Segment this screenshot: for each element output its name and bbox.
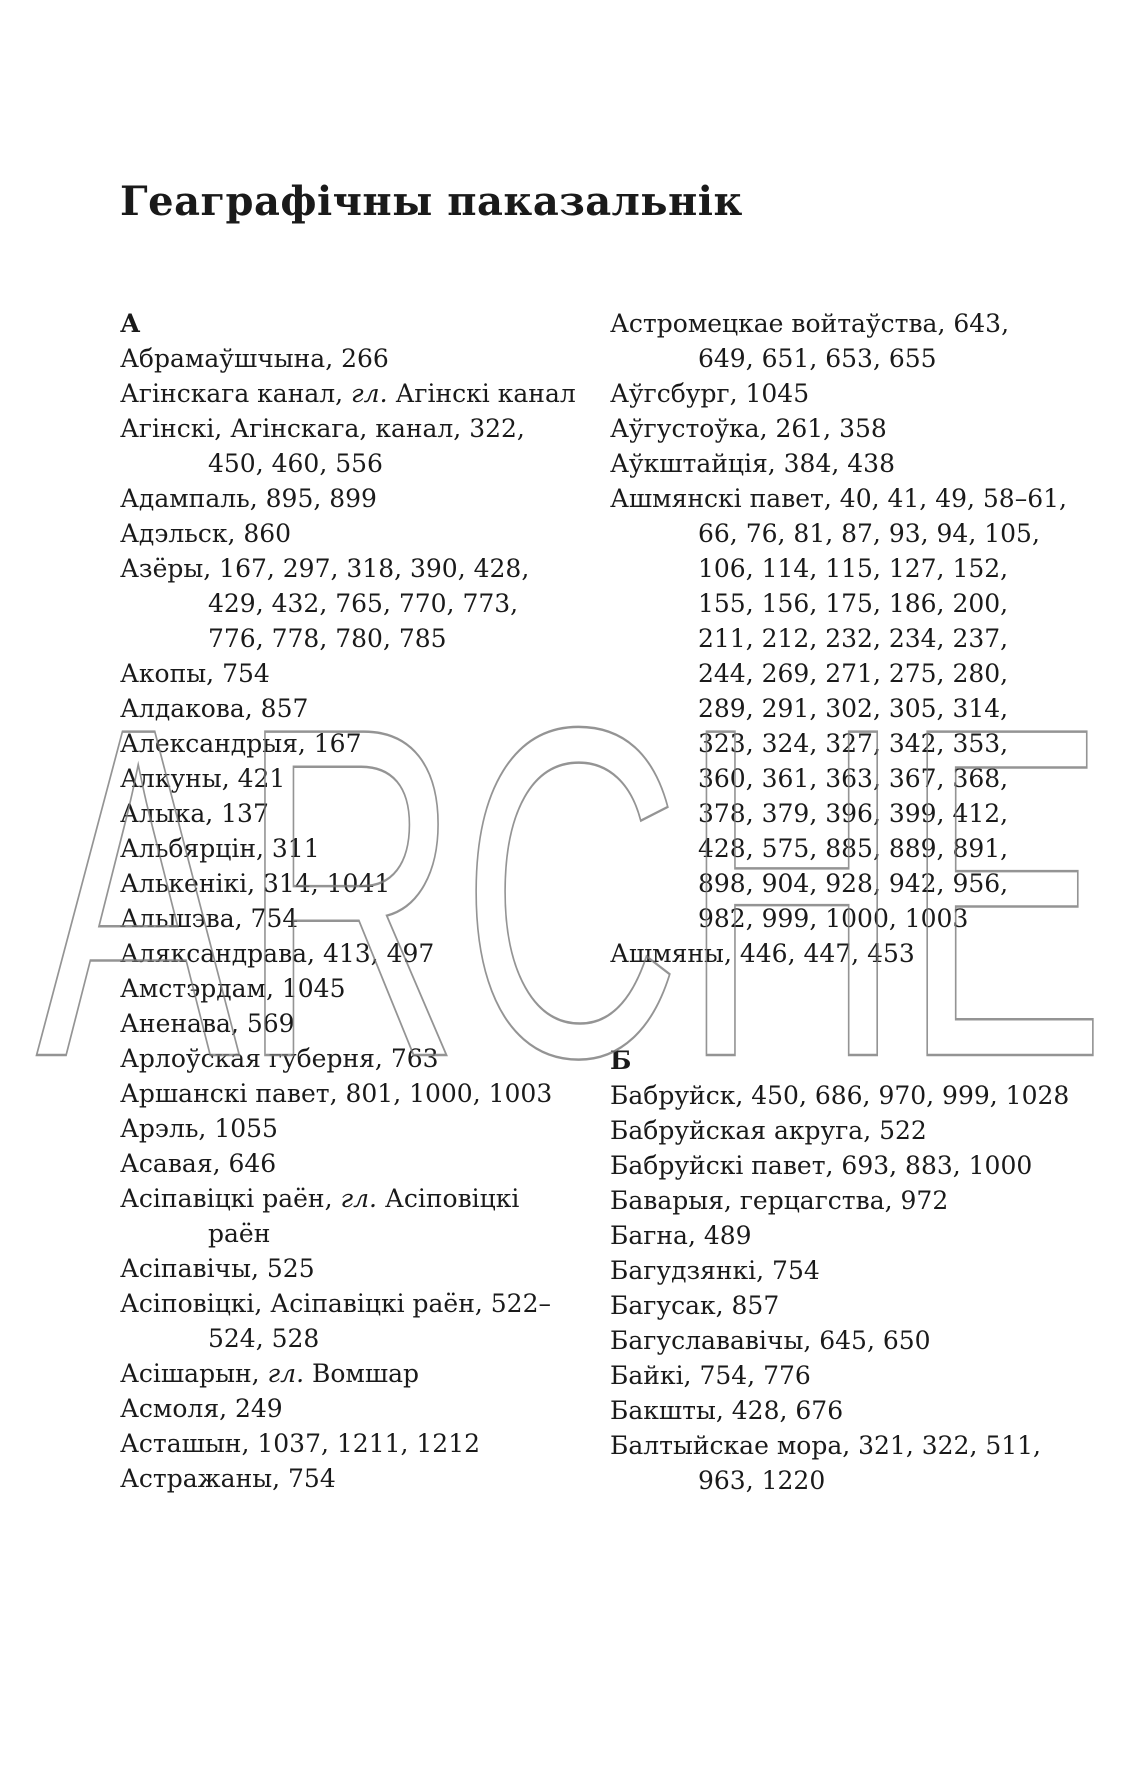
entry-crossref-target: Асіповіцкі раён — [208, 1184, 520, 1248]
index-entry: Александрыя, 167 — [120, 729, 362, 758]
index-entry: Алдакова, 857 — [120, 694, 309, 723]
index-column-left — [120, 306, 580, 1496]
index-entry: Багуслававічы, 645, 650 — [610, 1326, 931, 1355]
index-entry: Астражаны, 754 — [120, 1464, 336, 1493]
index-entry: Аненава, 569 — [120, 1009, 295, 1038]
index-entry: Багудзянкі, 754 — [610, 1256, 820, 1285]
index-entry: Ашмянскі павет, 40, 41, 49, 58–61, 66, 76, 81, 87, 93, 94, 105, 106, 114, 115, 127, 152, 155, 156, 175, 186, 200, 211, 212, 232, 234, 237, 244, 269, 271, 275, 280, 289, 291, 302, 305, 314, 323, 324, 327, 342, 353, 360, 361, 363, 367, 368, 378, 379, 396, 399, 412, 428, 575, 885, 889, 891, 898, 904, 928, 942, 956, 982, 999, 1000, 1003 — [610, 484, 1067, 933]
entry-name: Асішарын, — [120, 1359, 268, 1388]
entry-crossref-marker: гл. — [351, 379, 388, 408]
index-entry: Адампаль, 895, 899 — [120, 484, 377, 513]
index-entry: Баварыя, герцагства, 972 — [610, 1186, 949, 1215]
index-entry: Асіповіцкі, Асіпавіцкі раён, 522–524, 528 — [120, 1289, 551, 1353]
index-entry: Арэль, 1055 — [120, 1114, 278, 1143]
index-entry: Алыка, 137 — [120, 799, 269, 828]
index-entry: Балтыйскае мора, 321, 322, 511, 963, 1220 — [610, 1431, 1042, 1495]
index-entry: Аўгсбург, 1045 — [610, 379, 810, 408]
section-letter: Б — [610, 1046, 632, 1075]
index-entry: Багусак, 857 — [610, 1291, 780, 1320]
index-entry — [120, 1181, 580, 1251]
index-entry: Бабруйск, 450, 686, 970, 999, 1028 — [610, 1081, 1070, 1110]
index-entry: Алькенікі, 314, 1041 — [120, 869, 391, 898]
index-entry: Бабруйскі павет, 693, 883, 1000 — [610, 1151, 1033, 1180]
index-entry: Аршанскі павет, 801, 1000, 1003 — [120, 1079, 553, 1108]
index-entry: Асташын, 1037, 1211, 1212 — [120, 1429, 481, 1458]
section-letter: А — [120, 309, 141, 338]
index-entry — [120, 1356, 580, 1391]
index-entry: Бакшты, 428, 676 — [610, 1396, 844, 1425]
index-entry: Бабруйская акруга, 522 — [610, 1116, 927, 1145]
index-entry: Ашмяны, 446, 447, 453 — [610, 939, 915, 968]
index-entry: Агінскі, Агінскага, канал, 322, 450, 460, 556 — [120, 414, 525, 478]
index-column-right — [610, 306, 1070, 1498]
entry-crossref-marker: гл. — [267, 1359, 305, 1388]
index-entry: Азёры, 167, 297, 318, 390, 428, 429, 432, 765, 770, 773, 776, 778, 780, 785 — [120, 554, 530, 653]
index-entry: Адэльск, 860 — [120, 519, 292, 548]
entry-crossref-marker: гл. — [340, 1184, 377, 1213]
index-entry: Багна, 489 — [610, 1221, 752, 1250]
index-entry: Алкуны, 421 — [120, 764, 286, 793]
index-entry — [120, 376, 580, 411]
index-entry: Аляксандрава, 413, 497 — [120, 939, 435, 968]
watermark-text: ARCHE — [36, 640, 1106, 1090]
index-entry: Байкі, 754, 776 — [610, 1361, 811, 1390]
entry-name: Агінскага канал, — [120, 379, 352, 408]
index-entry: Асмоля, 249 — [120, 1394, 283, 1423]
index-entry: Аўкштайція, 384, 438 — [610, 449, 895, 478]
index-entry: Астромецкае войтаўства, 643, 649, 651, 653, 655 — [610, 309, 1010, 373]
index-entry: Альбярцін, 311 — [120, 834, 320, 863]
index-entry: Акопы, 754 — [120, 659, 270, 688]
index-entry: Асіпавічы, 525 — [120, 1254, 315, 1283]
page-title: Геаграфічны паказальнік — [120, 178, 743, 225]
index-entry: Амстэрдам, 1045 — [120, 974, 346, 1003]
entry-crossref-target: Вомшар — [304, 1359, 420, 1388]
entry-crossref-target: Агінскі канал — [387, 379, 576, 408]
index-entry: Альшэва, 754 — [120, 904, 299, 933]
entry-name: Асіпавіцкі раён, — [120, 1184, 341, 1213]
index-entry: Асавая, 646 — [120, 1149, 277, 1178]
index-entry: Аўгустоўка, 261, 358 — [610, 414, 887, 443]
index-entry: Абрамаўшчына, 266 — [120, 344, 389, 373]
index-entry: Арлоўская губерня, 763 — [120, 1044, 439, 1073]
